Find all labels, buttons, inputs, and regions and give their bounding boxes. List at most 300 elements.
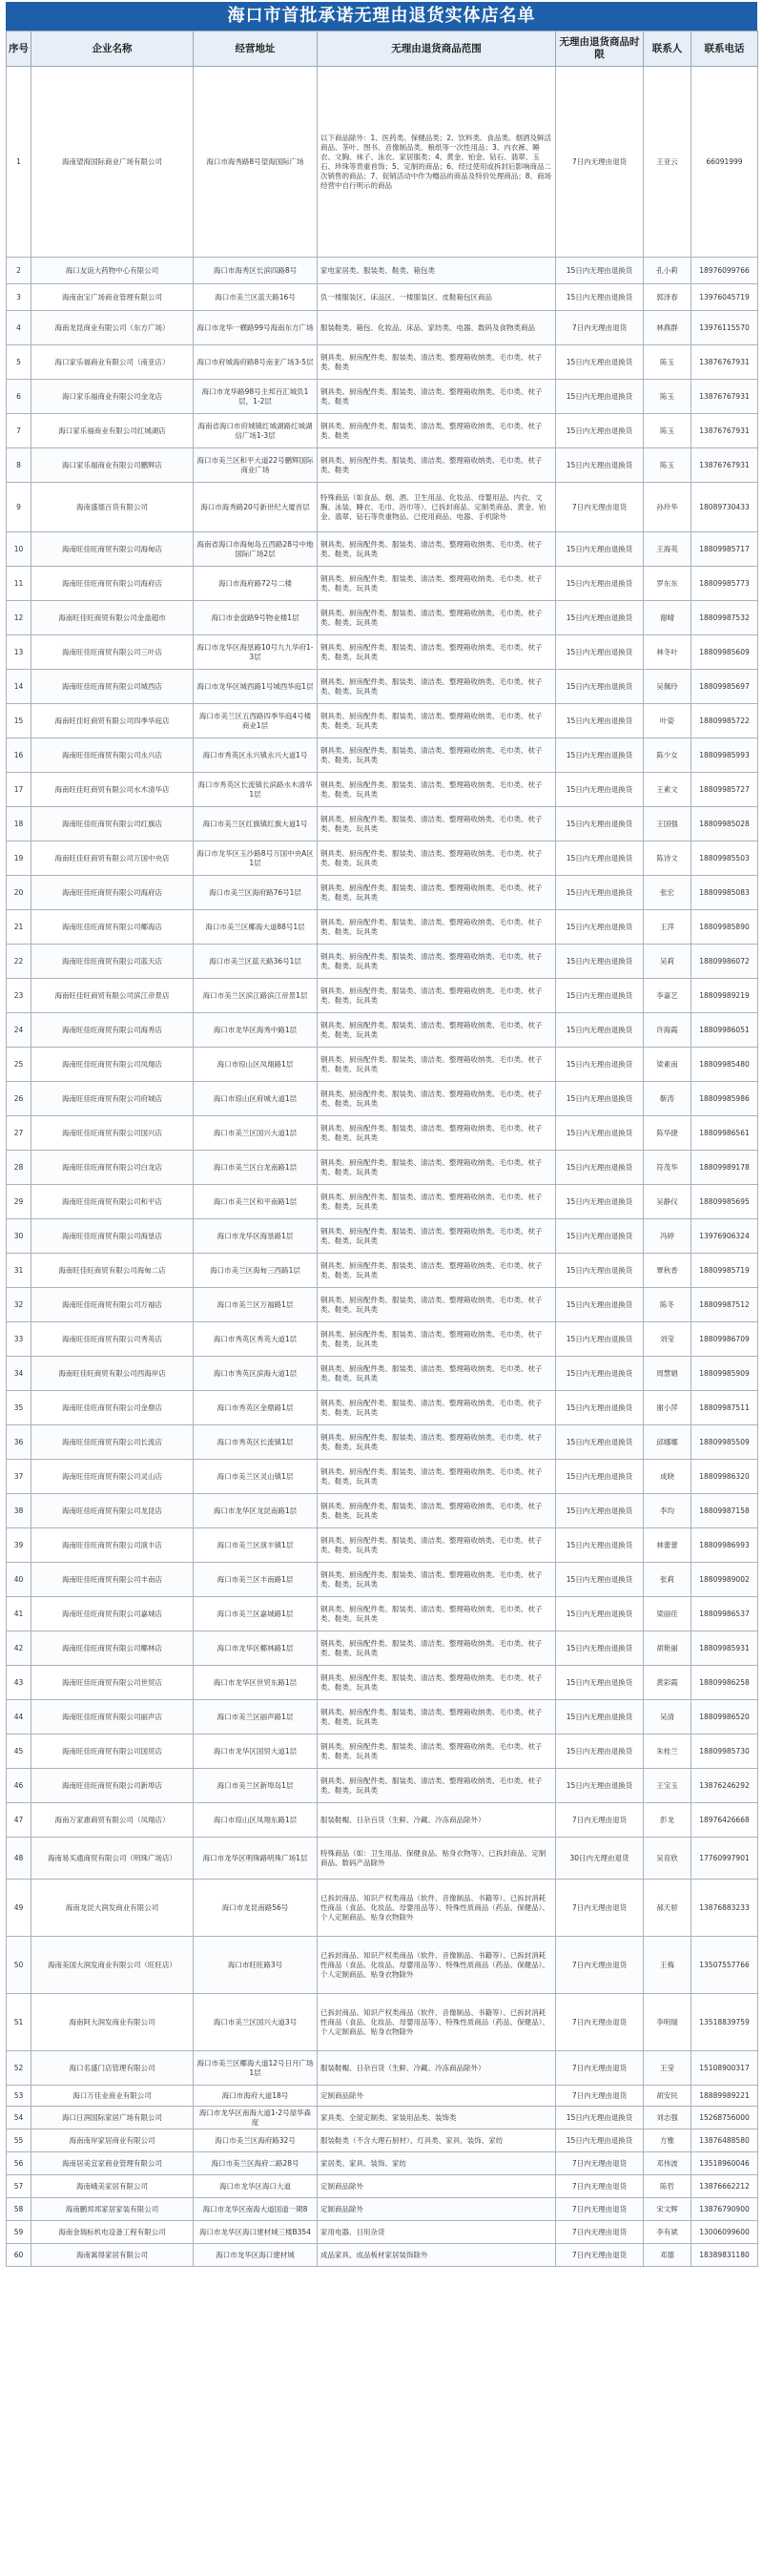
row-address: 海口市龙华路98号主邦百汇城负1层，1-2层 <box>194 380 318 414</box>
row-contact: 吴佩玲 <box>644 670 691 704</box>
row-phone: 18809985717 <box>691 532 758 567</box>
row-scope: 家居类、家具、装饰、家纺 <box>318 2152 556 2175</box>
row-index: 4 <box>7 311 31 345</box>
row-phone: 18809985730 <box>691 1735 758 1769</box>
row-index: 25 <box>7 1048 31 1082</box>
row-contact: 李有斌 <box>644 2221 691 2244</box>
row-phone: 18809987511 <box>691 1391 758 1425</box>
row-limit: 7日内无理由退货 <box>556 2221 644 2244</box>
row-scope: 钢具类、厨房配件类、服装类、清洁类、整理箱收纳类、毛巾类、枕子类、鞋类、玩具类 <box>318 979 556 1013</box>
row-limit: 15日内无理由退换货 <box>556 876 644 910</box>
row-index: 31 <box>7 1254 31 1288</box>
table-row <box>7 910 758 945</box>
row-company: 海南旺佳旺商贸有限公司新埠店 <box>31 1769 194 1803</box>
row-company: 海南旺佳旺商贸有限公司水木清华店 <box>31 773 194 807</box>
row-phone: 13876767931 <box>691 380 758 414</box>
row-scope: 钢具类、厨房配件类、服装类、清洁类、整理箱收纳类、毛巾类、枕子类、鞋类、玩具类 <box>318 1254 556 1288</box>
table-row <box>7 1219 758 1254</box>
row-contact: 吴清 <box>644 1700 691 1735</box>
table-row <box>7 1082 758 1116</box>
table-row <box>7 1391 758 1425</box>
row-company: 海南旺佳旺商贸有限公司丽声店 <box>31 1700 194 1735</box>
row-phone: 13876767931 <box>691 414 758 448</box>
row-company: 海南寓得家居有限公司 <box>31 2244 194 2267</box>
row-address: 海口市龙华区南海大道1-2号屋华森度 <box>194 2107 318 2129</box>
row-scope: 钢具类、厨房配件类、服装类、清洁类、整理箱收纳类、毛巾类、枕子类、鞋类、玩具类 <box>318 532 556 567</box>
row-contact: 胡安民 <box>644 2086 691 2107</box>
row-company: 海南盛德百货有限公司 <box>31 483 194 532</box>
row-contact: 孔小莉 <box>644 258 691 284</box>
table-row <box>7 841 758 876</box>
table-row <box>7 2175 758 2198</box>
row-company: 海南旺佳旺商贸有限公司海甸二店 <box>31 1254 194 1288</box>
row-company: 海南旺佳旺商贸有限公司西海岸店 <box>31 1357 194 1391</box>
row-scope: 钢具类、厨房配件类、服装类、清洁类、整理箱收纳类、毛巾类、枕子类、鞋类 <box>318 345 556 380</box>
row-scope: 钢具类、厨房配件类、服装类、清洁类、整理箱收纳类、毛巾类、枕子类、鞋类、玩具类 <box>318 1288 556 1322</box>
row-contact: 王宝玉 <box>644 1769 691 1803</box>
row-company: 海口友谊大药物中心有限公司 <box>31 258 194 284</box>
row-limit: 7日内无理由退货 <box>556 67 644 258</box>
table-row <box>7 1048 758 1082</box>
row-limit: 15日内无理由退换货 <box>556 1425 644 1460</box>
table-row <box>7 345 758 380</box>
row-phone: 13976045719 <box>691 284 758 311</box>
row-scope: 钢具类、厨房配件类、服装类、清洁类、整理箱收纳类、毛巾类、枕子类、鞋类、玩具类 <box>318 670 556 704</box>
row-phone: 13507557766 <box>691 1937 758 1994</box>
row-contact: 靳涛 <box>644 1082 691 1116</box>
table-row <box>7 1700 758 1735</box>
row-contact: 彭龙 <box>644 1803 691 1838</box>
row-scope: 钢具类、厨房配件类、服装类、清洁类、整理箱收纳类、毛巾类、枕子类、鞋类、玩具类 <box>318 1219 556 1254</box>
row-limit: 15日内无理由退换货 <box>556 532 644 567</box>
row-index: 1 <box>7 67 31 258</box>
row-index: 54 <box>7 2107 31 2129</box>
row-company: 海南旺佳旺商贸有限公司四季华庭店 <box>31 704 194 738</box>
row-index: 13 <box>7 635 31 670</box>
row-contact: 邓伟波 <box>644 2152 691 2175</box>
row-address: 海口市龙华区海口建材城 <box>194 2244 318 2267</box>
row-limit: 15日内无理由退换货 <box>556 1322 644 1357</box>
row-company: 海南旺佳旺商贸有限公司万国中央店 <box>31 841 194 876</box>
row-phone: 18809987158 <box>691 1494 758 1528</box>
row-contact: 陈冬 <box>644 1288 691 1322</box>
row-index: 22 <box>7 945 31 979</box>
row-address: 海口市美兰区万福路1层 <box>194 1288 318 1322</box>
row-company: 海南峨美家居有限公司 <box>31 2175 194 2198</box>
row-address: 海口市龙华区国贸大道1层 <box>194 1735 318 1769</box>
row-address: 海口市金盘路9号物业楼1层 <box>194 601 318 635</box>
row-address: 海口市美兰区灵山镇1层 <box>194 1460 318 1494</box>
row-contact: 王梅 <box>644 1937 691 1994</box>
table-row <box>7 945 758 979</box>
row-address: 海口市美兰区红旗镇红旗大道1号 <box>194 807 318 841</box>
row-phone: 18809985697 <box>691 670 758 704</box>
row-phone: 17760997901 <box>691 1838 758 1880</box>
row-phone: 18809985503 <box>691 841 758 876</box>
row-limit: 15日内无理由退换货 <box>556 414 644 448</box>
row-index: 3 <box>7 284 31 311</box>
row-company: 海口家乐福商业有限公司鹏辉店 <box>31 448 194 483</box>
row-contact: 陈玉 <box>644 380 691 414</box>
row-company: 海口家乐福商业有限公司红城湖店 <box>31 414 194 448</box>
row-scope: 钢具类、厨房配件类、服装类、清洁类、整理箱收纳类、毛巾类、枕子类、鞋类、玩具类 <box>318 876 556 910</box>
row-address: 海口市美兰区新埠岛1层 <box>194 1769 318 1803</box>
table-row <box>7 773 758 807</box>
row-address: 海口市美兰区海甸三西路1层 <box>194 1254 318 1288</box>
row-scope: 钢具类、厨房配件类、服装类、清洁类、整理箱收纳类、毛巾类、枕子类、鞋类、玩具类 <box>318 1735 556 1769</box>
row-index: 35 <box>7 1391 31 1425</box>
row-company: 海南旺佳旺商贸有限公司城西店 <box>31 670 194 704</box>
table-row <box>7 876 758 910</box>
table-row <box>7 1460 758 1494</box>
row-limit: 15日内无理由退换货 <box>556 670 644 704</box>
row-contact: 邓德 <box>644 2244 691 2267</box>
row-address: 海口市海秀路20号新世纪大厦首层 <box>194 483 318 532</box>
row-phone: 18809985993 <box>691 738 758 773</box>
table-row <box>7 1994 758 2051</box>
row-index: 51 <box>7 1994 31 2051</box>
row-contact: 朱桂兰 <box>644 1735 691 1769</box>
row-company: 海南旺佳旺商贸有限公司椰林店 <box>31 1631 194 1666</box>
row-contact: 王国强 <box>644 807 691 841</box>
row-scope: 定制商品除外 <box>318 2175 556 2198</box>
row-address: 海口市美兰区蓝天路36号1层 <box>194 945 318 979</box>
row-limit: 15日内无理由退换货 <box>556 1735 644 1769</box>
row-address: 海口市龙华区玉沙路8号万国中央A区1层 <box>194 841 318 876</box>
row-index: 33 <box>7 1322 31 1357</box>
row-address: 海口市秀英区永兴镇永兴大道1号 <box>194 738 318 773</box>
row-phone: 18809985609 <box>691 635 758 670</box>
row-phone: 18809989178 <box>691 1151 758 1185</box>
row-limit: 7日内无理由退货 <box>556 2175 644 2198</box>
row-index: 26 <box>7 1082 31 1116</box>
row-limit: 7日内无理由退货 <box>556 1803 644 1838</box>
row-contact: 谢小萍 <box>644 1391 691 1425</box>
row-index: 53 <box>7 2086 31 2107</box>
row-phone: 13006099600 <box>691 2221 758 2244</box>
row-contact: 刘莹 <box>644 1322 691 1357</box>
row-scope: 家具类、全屋定制类、家装用品类、装饰类 <box>318 2107 556 2129</box>
row-company: 海南旺佳旺商贸有限公司金鼎店 <box>31 1391 194 1425</box>
table-row <box>7 1013 758 1048</box>
row-phone: 18809985480 <box>691 1048 758 1082</box>
row-company: 海南旺佳旺商贸有限公司凤翔店 <box>31 1048 194 1082</box>
row-address: 海口市龙华区城西路1号城西华庭1层 <box>194 670 318 704</box>
table-row <box>7 738 758 773</box>
row-company: 海南旺佳旺商贸有限公司演丰店 <box>31 1528 194 1563</box>
row-company: 海南旺佳旺商贸有限公司丰南店 <box>31 1563 194 1597</box>
row-contact: 郝天骄 <box>644 1880 691 1937</box>
table-row <box>7 1597 758 1631</box>
row-limit: 15日内无理由退换货 <box>556 1597 644 1631</box>
row-index: 46 <box>7 1769 31 1803</box>
row-phone: 18889989221 <box>691 2086 758 2107</box>
row-index: 36 <box>7 1425 31 1460</box>
row-address: 海口市美兰区国兴大道3号 <box>194 1994 318 2051</box>
row-contact: 陈玉 <box>644 448 691 483</box>
row-scope: 家电家居类、服装类、鞋类、箱包类 <box>318 258 556 284</box>
row-limit: 15日内无理由退换货 <box>556 1391 644 1425</box>
row-index: 41 <box>7 1597 31 1631</box>
header-index: 序号 <box>7 31 31 67</box>
row-index: 30 <box>7 1219 31 1254</box>
row-phone: 18809986072 <box>691 945 758 979</box>
row-address: 海口市府城海府路8号南亚广场3-5层 <box>194 345 318 380</box>
row-scope: 服装鞋类、箱包、化妆品、床品、家纺类、电器、数码及食物类商品 <box>318 311 556 345</box>
row-limit: 15日内无理由退换货 <box>556 1116 644 1151</box>
row-scope: 钢具类、厨房配件类、服装类、清洁类、整理箱收纳类、毛巾类、枕子类、鞋类 <box>318 448 556 483</box>
row-limit: 15日内无理由退换货 <box>556 945 644 979</box>
row-address: 海南省海口市海甸岛五西路28号中地国际广场2层 <box>194 532 318 567</box>
row-phone: 18809986993 <box>691 1528 758 1563</box>
row-contact: 黄彩霞 <box>644 1666 691 1700</box>
row-company: 海南鹏邦邦家居家装有限公司 <box>31 2198 194 2221</box>
row-address: 海口市龙华区海垦路1层 <box>194 1219 318 1254</box>
row-company: 海南旺佳旺商贸有限公司嘉城店 <box>31 1597 194 1631</box>
row-contact: 吴莉 <box>644 945 691 979</box>
row-company: 海南美国大润发商业有限公司（旺旺店） <box>31 1937 194 1994</box>
row-contact: 吴育欣 <box>644 1838 691 1880</box>
row-contact: 成晓 <box>644 1460 691 1494</box>
row-address: 海口市龙华区龙昆南路1层 <box>194 1494 318 1528</box>
row-scope: 钢具类、厨房配件类、服装类、清洁类、整理箱收纳类、毛巾类、枕子类、鞋类、玩具类 <box>318 1528 556 1563</box>
row-address: 海口市海府路72号二楼 <box>194 567 318 601</box>
row-index: 34 <box>7 1357 31 1391</box>
row-index: 55 <box>7 2129 31 2152</box>
row-phone: 13876883233 <box>691 1880 758 1937</box>
row-address: 海口市美兰区蓝天路16号 <box>194 284 318 311</box>
row-company: 海南旺佳旺商贸有限公司白龙店 <box>31 1151 194 1185</box>
row-index: 23 <box>7 979 31 1013</box>
row-index: 37 <box>7 1460 31 1494</box>
row-phone: 18089730433 <box>691 483 758 532</box>
row-scope: 钢具类、厨房配件类、服装类、清洁类、整理箱收纳类、毛巾类、枕子类、鞋类、玩具类 <box>318 1631 556 1666</box>
row-index: 11 <box>7 567 31 601</box>
row-index: 17 <box>7 773 31 807</box>
table-row <box>7 1880 758 1937</box>
row-index: 32 <box>7 1288 31 1322</box>
row-scope: 钢具类、厨房配件类、服装类、清洁类、整理箱收纳类、毛巾类、枕子类、鞋类、玩具类 <box>318 1185 556 1219</box>
row-index: 18 <box>7 807 31 841</box>
row-address: 海口市旺旺路3号 <box>194 1937 318 1994</box>
row-index: 57 <box>7 2175 31 2198</box>
table-row <box>7 807 758 841</box>
row-company: 海南旺佳旺商贸有限公司秀英店 <box>31 1322 194 1357</box>
row-company: 海南旺佳旺商贸有限公司海府店 <box>31 567 194 601</box>
row-index: 19 <box>7 841 31 876</box>
row-address: 海口市琼山区凤翔东路1层 <box>194 1803 318 1838</box>
row-contact: 孙玲华 <box>644 483 691 532</box>
store-list-table <box>6 31 758 2267</box>
row-company: 海南旺佳旺商贸有限公司海府店 <box>31 876 194 910</box>
row-address: 海口市美兰区海府路32号 <box>194 2129 318 2152</box>
row-contact: 林冬叶 <box>644 635 691 670</box>
row-contact: 李均 <box>644 1494 691 1528</box>
row-phone: 18809986051 <box>691 1013 758 1048</box>
row-phone: 18809985890 <box>691 910 758 945</box>
header-company: 企业名称 <box>31 31 194 67</box>
row-limit: 15日内无理由退换货 <box>556 1666 644 1700</box>
row-index: 58 <box>7 2198 31 2221</box>
row-limit: 15日内无理由退换货 <box>556 284 644 311</box>
table-row <box>7 1357 758 1391</box>
table-row <box>7 2051 758 2086</box>
row-index: 16 <box>7 738 31 773</box>
row-scope: 钢具类、厨房配件类、服装类、清洁类、整理箱收纳类、毛巾类、枕子类、鞋类、玩具类 <box>318 1391 556 1425</box>
row-limit: 15日内无理由退换货 <box>556 635 644 670</box>
header-address: 经营地址 <box>194 31 318 67</box>
table-row <box>7 1803 758 1838</box>
row-company: 海南旺佳旺商贸有限公司蓝天店 <box>31 945 194 979</box>
row-phone: 18809986320 <box>691 1460 758 1494</box>
row-index: 39 <box>7 1528 31 1563</box>
row-scope: 成品家具、成品板材家居装饰除外 <box>318 2244 556 2267</box>
row-limit: 15日内无理由退换货 <box>556 258 644 284</box>
row-limit: 15日内无理由退换货 <box>556 979 644 1013</box>
table-row <box>7 1735 758 1769</box>
row-address: 海口市龙华一横路99号海南东方广场 <box>194 311 318 345</box>
row-contact: 李明瑞 <box>644 1994 691 2051</box>
row-company: 海南阿大润发商业有限公司 <box>31 1994 194 2051</box>
row-limit: 15日内无理由退换货 <box>556 1048 644 1082</box>
row-contact: 陈哲 <box>644 2175 691 2198</box>
header-contact: 联系人 <box>644 31 691 67</box>
table-row <box>7 1631 758 1666</box>
row-limit: 15日内无理由退换货 <box>556 773 644 807</box>
row-scope: 钢具类、厨房配件类、服装类、清洁类、整理箱收纳类、毛巾类、枕子类、鞋类、玩具类 <box>318 1597 556 1631</box>
row-phone: 18809987512 <box>691 1288 758 1322</box>
row-contact: 李嘉艺 <box>644 979 691 1013</box>
row-contact: 符茂华 <box>644 1151 691 1185</box>
row-address: 海口市秀英区金鼎路1层 <box>194 1391 318 1425</box>
row-company: 海南旺佳旺商贸有限公司金盘超市 <box>31 601 194 635</box>
row-scope: 钢具类、厨房配件类、服装类、清洁类、整理箱收纳类、毛巾类、枕子类、鞋类、玩具类 <box>318 1357 556 1391</box>
table-row <box>7 1528 758 1563</box>
header-limit: 无理由退货商品时限 <box>556 31 644 67</box>
row-index: 28 <box>7 1151 31 1185</box>
row-company: 海南万家惠商贸有限公司（凤翔店） <box>31 1803 194 1838</box>
row-limit: 15日内无理由退换货 <box>556 1219 644 1254</box>
row-index: 7 <box>7 414 31 448</box>
row-contact: 王莹 <box>644 2051 691 2086</box>
row-phone: 18809986709 <box>691 1322 758 1357</box>
row-address: 海口市美兰区和平南路1层 <box>194 1185 318 1219</box>
table-row <box>7 1425 758 1460</box>
row-limit: 15日内无理由退换货 <box>556 1563 644 1597</box>
row-address: 海口市海秀路8号望海国际广场 <box>194 67 318 258</box>
row-contact: 陈玉 <box>644 345 691 380</box>
row-index: 29 <box>7 1185 31 1219</box>
row-scope: 钢具类、厨房配件类、服装类、清洁类、整理箱收纳类、毛巾类、枕子类、鞋类 <box>318 380 556 414</box>
row-scope: 已拆封商品、知识产权类商品（软件、音像制品、书籍等）、已拆封消耗性商品（食品、化妆品、母婴用品等）、特殊性质商品（药品、保健品）、个人定制商品、贴身衣物除外 <box>318 1880 556 1937</box>
row-scope: 钢具类、厨房配件类、服装类、清洁类、整理箱收纳类、毛巾类、枕子类、鞋类、玩具类 <box>318 1494 556 1528</box>
row-address: 海口市美兰区丽声路1层 <box>194 1700 318 1735</box>
row-contact: 谢晴 <box>644 601 691 635</box>
row-address: 海口市龙昆南路56号 <box>194 1880 318 1937</box>
table-row <box>7 1937 758 1994</box>
row-address: 海口市美兰区演丰镇1层 <box>194 1528 318 1563</box>
row-scope: 定制商品除外 <box>318 2086 556 2107</box>
row-scope: 钢具类、厨房配件类、服装类、清洁类、整理箱收纳类、毛巾类、枕子类、鞋类、玩具类 <box>318 1082 556 1116</box>
row-phone: 18809986258 <box>691 1666 758 1700</box>
row-scope: 服装鞋帽、日杂百货（生鲜、冷藏、冷冻商品除外） <box>318 1803 556 1838</box>
row-limit: 7日内无理由退货 <box>556 1994 644 2051</box>
row-company: 海南旺佳旺商贸有限公司红旗店 <box>31 807 194 841</box>
row-scope: 服装鞋类（不含大理石厨材）、灯具类、家具、装饰、家纺 <box>318 2129 556 2152</box>
row-phone: 13976115570 <box>691 311 758 345</box>
row-address: 海口市海府大道18号 <box>194 2086 318 2107</box>
row-company: 海南南岸家居商业有限公司 <box>31 2129 194 2152</box>
table-row <box>7 414 758 448</box>
row-company: 海南旺佳旺商贸有限公司滨江帝景店 <box>31 979 194 1013</box>
row-limit: 15日内无理由退换货 <box>556 601 644 635</box>
row-contact: 覃秋香 <box>644 1254 691 1288</box>
row-limit: 7日内无理由退货 <box>556 2051 644 2086</box>
row-address: 海口市龙华区明珠路明珠广场1层 <box>194 1838 318 1880</box>
row-company: 海南旺佳旺商贸有限公司永兴店 <box>31 738 194 773</box>
row-limit: 7日内无理由退货 <box>556 2198 644 2221</box>
row-company: 海南居美宜家商业管理有限公司 <box>31 2152 194 2175</box>
row-company: 海南旺佳旺商贸有限公司三叶店 <box>31 635 194 670</box>
table-row <box>7 2244 758 2267</box>
row-phone: 18389831180 <box>691 2244 758 2267</box>
row-phone: 13876662212 <box>691 2175 758 2198</box>
row-index: 6 <box>7 380 31 414</box>
row-phone: 18809985727 <box>691 773 758 807</box>
row-company: 海南旺佳旺商贸有限公司长流店 <box>31 1425 194 1460</box>
row-company: 海南旺佳旺商贸有限公司万福店 <box>31 1288 194 1322</box>
table-row <box>7 567 758 601</box>
row-limit: 7日内无理由退货 <box>556 483 644 532</box>
row-phone: 18976099766 <box>691 258 758 284</box>
row-contact: 刘志强 <box>644 2107 691 2129</box>
row-limit: 15日内无理由退换货 <box>556 345 644 380</box>
row-scope: 钢具类、厨房配件类、服装类、清洁类、整理箱收纳类、毛巾类、枕子类、鞋类、玩具类 <box>318 1151 556 1185</box>
row-limit: 15日内无理由退换货 <box>556 2107 644 2129</box>
row-index: 48 <box>7 1838 31 1880</box>
row-contact: 吴静仪 <box>644 1185 691 1219</box>
row-phone: 18809987532 <box>691 601 758 635</box>
row-scope: 钢具类、厨房配件类、服装类、清洁类、整理箱收纳类、毛巾类、枕子类、鞋类、玩具类 <box>318 567 556 601</box>
row-scope: 钢具类、厨房配件类、服装类、清洁类、整理箱收纳类、毛巾类、枕子类、鞋类、玩具类 <box>318 1322 556 1357</box>
row-scope: 服装鞋帽、日杂百货（生鲜、冷藏、冷冻商品除外） <box>318 2051 556 2086</box>
table-row <box>7 704 758 738</box>
row-limit: 7日内无理由退货 <box>556 1937 644 1994</box>
row-phone: 15268756000 <box>691 2107 758 2129</box>
table-header-row <box>7 31 758 67</box>
row-address: 海口市美兰区椰海大道12号日月广场1层 <box>194 2051 318 2086</box>
row-limit: 15日内无理由退换货 <box>556 1494 644 1528</box>
row-company: 海南金瑞标机电设备工程有限公司 <box>31 2221 194 2244</box>
row-index: 20 <box>7 876 31 910</box>
row-contact: 林蕾蕾 <box>644 1528 691 1563</box>
row-phone: 18809985931 <box>691 1631 758 1666</box>
row-phone: 18809985083 <box>691 876 758 910</box>
row-contact: 陈诗文 <box>644 841 691 876</box>
row-contact: 王素文 <box>644 773 691 807</box>
row-limit: 15日内无理由退换货 <box>556 380 644 414</box>
table-row <box>7 483 758 532</box>
table-row <box>7 258 758 284</box>
row-scope: 钢具类、厨房配件类、服装类、清洁类、整理箱收纳类、毛巾类、枕子类、鞋类、玩具类 <box>318 1116 556 1151</box>
row-company: 海口日润国际家居广场有限公司 <box>31 2107 194 2129</box>
row-phone: 18809985909 <box>691 1357 758 1391</box>
row-phone: 66091999 <box>691 67 758 258</box>
row-limit: 15日内无理由退换货 <box>556 1460 644 1494</box>
row-contact: 王海英 <box>644 532 691 567</box>
row-scope: 钢具类、厨房配件类、服装类、清洁类、整理箱收纳类、毛巾类、枕子类、鞋类、玩具类 <box>318 1769 556 1803</box>
row-index: 21 <box>7 910 31 945</box>
